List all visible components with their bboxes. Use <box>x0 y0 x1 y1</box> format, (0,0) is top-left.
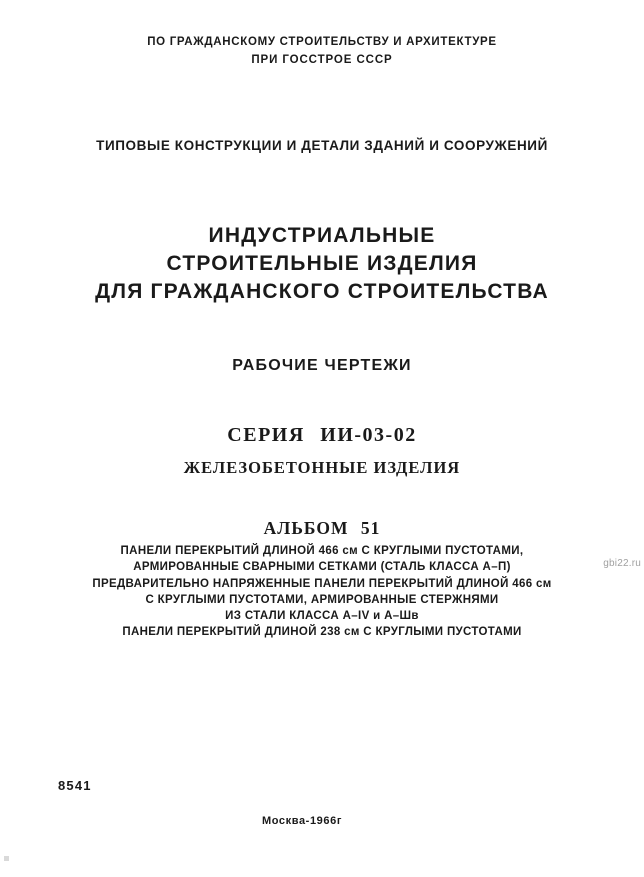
organization-line-2: ПРИ ГОССТРОЕ СССР <box>251 54 393 66</box>
album-title: АЛЬБОМ 51 <box>263 518 381 538</box>
main-title-line-1: ИНДУСТРИАЛЬНЫЕ <box>208 224 436 247</box>
album-description-line: АРМИРОВАННЫЕ СВАРНЫМИ СЕТКАМИ (СТАЛЬ КЛАССА А–П) <box>133 561 511 574</box>
series-header: ТИПОВЫЕ КОНСТРУКЦИИ И ДЕТАЛИ ЗДАНИЙ И СООРУЖЕНИЙ <box>96 138 548 153</box>
series-number: СЕРИЯ ИИ-03-02 <box>227 424 417 446</box>
album-description-line: ИЗ СТАЛИ КЛАССА А–IV и А–Шв <box>225 610 419 623</box>
site-watermark: gbi22.ru <box>603 558 641 569</box>
album-description <box>0 543 644 641</box>
subtitle-working-drawings: РАБОЧИЕ ЧЕРТЕЖИ <box>232 357 412 374</box>
album-description-line: ПАНЕЛИ ПЕРЕКРЫТИЙ ДЛИНОЙ 238 см С КРУГЛЫМИ ПУСТОТАМИ <box>122 626 522 639</box>
imprint-moscow-year: Москва-1966г <box>261 815 342 827</box>
main-title-line-2: СТРОИТЕЛЬНЫЕ ИЗДЕЛИЯ <box>166 252 478 275</box>
scan-artifact <box>4 856 9 861</box>
series-type: ЖЕЛЕЗОБЕТОННЫЕ ИЗДЕЛИЯ <box>183 458 461 477</box>
document-number: 8541 <box>58 778 92 793</box>
album-description-line: ПРЕДВАРИТЕЛЬНО НАПРЯЖЕННЫЕ ПАНЕЛИ ПЕРЕКРЫТИЙ ДЛИНОЙ 466 см <box>92 577 552 590</box>
organization-line-1: ПО ГРАЖДАНСКОМУ СТРОИТЕЛЬСТВУ И АРХИТЕКТУРЕ <box>147 36 497 48</box>
album-description-line: С КРУГЛЫМИ ПУСТОТАМИ, АРМИРОВАННЫЕ СТЕРЖНЯМИ <box>145 593 499 606</box>
main-title-line-3: ДЛЯ ГРАЖДАНСКОГО СТРОИТЕЛЬСТВА <box>95 280 549 303</box>
album-description-line: ПАНЕЛИ ПЕРЕКРЫТИЙ ДЛИНОЙ 466 см С КРУГЛЫМИ ПУСТОТАМИ, <box>120 545 524 557</box>
main-title <box>0 222 644 306</box>
